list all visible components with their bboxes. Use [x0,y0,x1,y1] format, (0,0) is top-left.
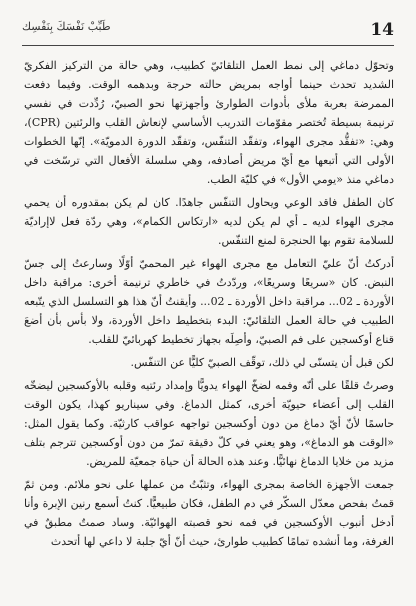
page-header [22,12,394,46]
running-title: طَبِّبْ نَفْسَكَ بِنَفْسِك [22,20,111,33]
paragraph-4: لكن قبل أن يتسنّى لي ذلك، توقّف الصبيّ كليًّا عن التنفّس. [130,356,394,369]
paragraph-5: وصرتُ قلقًا على أنّه وفمه لضخّ الهواء يدويًّا وإمداد رئتيه وقلبه بالأوكسجين ليضخّه القلب إلى أعضاء حيويّة أخرى، كمثل الدماغ. وفي سيناريو كهذا، يكون الوقت حاسمًا لأنّ أيّ دماغ من دون أوكسجين تواجهه عواقب كارثيّة. وكما يقول المثل: «الوقت هو الدماغ»، وهو يعني في كلّ دقيقة تمرّ من دون أوكسجين تترجم بتلف مزيد من خلايا الدماغ نهائيًّا. وعند هذه الحالة أن حياة جمعيّة للمريض. [24,379,394,468]
header-rule [22,45,394,46]
paragraph-6: جمعت الأجهزة الخاصة بمجرى الهواء، وتثبّتُ من عملها على نحو ملائم. ومن ثمّ قمتُ بفحص معدّل السكّر في دم الطفل، فكان طبيعيًّا. كنتُ أسمع رنين الإبرة وأنا أدخل أنبوب الأوكسجين في فمه نحو قصبته الهوائيّة. وساد صمتٌ مطبقٌ في الغرفة، وما أنشده تمامًا كطبيب طوارئ، حيث أنّ أيّ جلبة لا داعي لها أتحدث [24,478,394,548]
body-text [24,56,394,555]
paragraph-1: وتحوّل دماغي إلى نمط العمل التلقائيّ كطبيب، وهي حالة من التركيز الفكريّ الشديد تحدث حينما أواجه بمريض حالته حرجة وبدهمه الوقت. وفيما دفعت الممرضة بعربة ملأى بأدوات الطوارئ وأجهزتها نحو الصبيّ، رُدِّدت في نفسي ترنيمة بسيطة تُختصر مقوّمات التدريب الأساسي لإنعاش القلب والرئتين (CPR)، وهي: «تفقُّد مجرى الهواء، وتفقّد التنفّس، وتفقّد الدورة الدمويّة». إنّها الخطوات الأولى التي أتبعها مع أيّ مريض أصادفه، وهي سلسلة الأفعال التي ترسّخت في دماغي منذ «يومي الأول» في كليّة الطب. [24,59,394,186]
paragraph-2: كان الطفل فاقد الوعي ويحاول التنفّس جاهدًا. كان لم يكن بمقدوره أن يحمي مجرى الهواء لديه ـ أي لم يكن لديه «ارتكاس الكمام»، وهي ردّة فعل لاإراديّة للسلامة تقوم بها الحنجرة لمنع التنفّس. [24,196,394,247]
page-number: 14 [370,20,394,40]
paragraph-3: أدركتُ أنّ عليّ التعامل مع مجرى الهواء غير المحميّ أوّلًا وسارعتُ إلى جسّ النبض. كان «سريعًا وسريعًا»، وردّدتُ في خاطري ترنيمة أخرى: مراقبة داخل الأوردة ـ 02... مراقبة داخل الأوردة ـ 02... وأيقنتُ أنّ هذا هو التسلسل الذي يتّبعه الطبيب في حالة العمل التلقائيّ: البدء بتخطيط داخل الأوردة، ولا بأس بأن أضعَ قناع أوكسجين على فم الصبيّ، وأصِلَه بجهاز تخطيط كهربائيّ للقلب. [24,257,394,346]
